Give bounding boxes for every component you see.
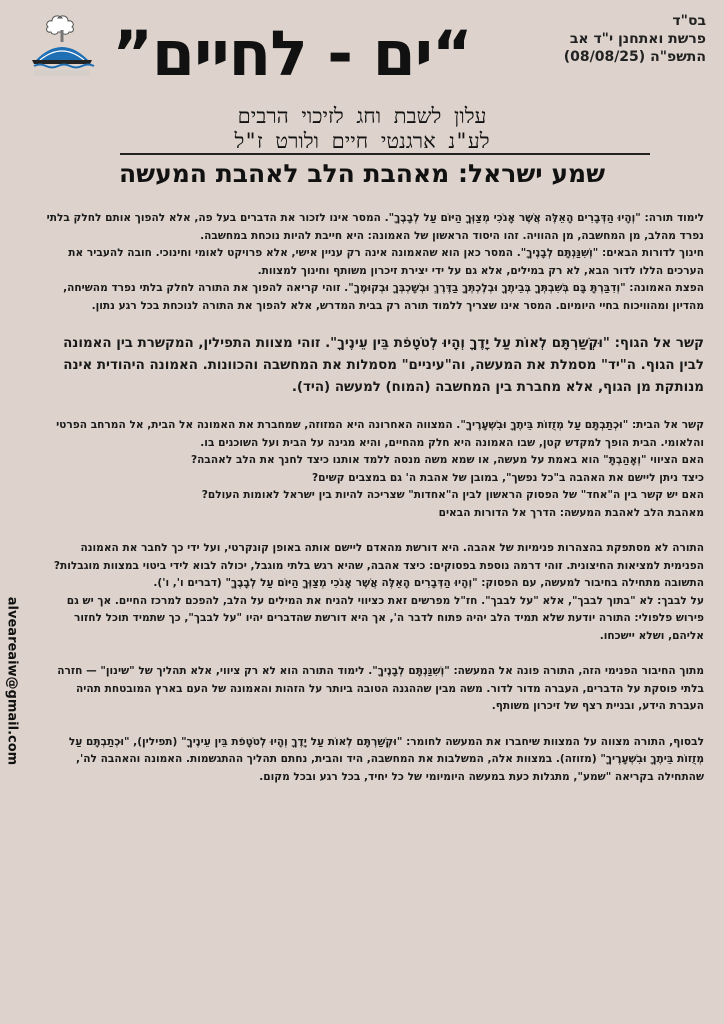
paragraph: על לבבך: לא "בתוך לבבך", אלא "על לבבך". חז"ל מפרשים זאת כציווי להניח את המילים על הלב, להפכם למרכז החיים. אך יש גם פירוש פלפולי: התורה יודעת שלא תמיד הלב יהיה פתוח לדבר ה', אך היא דורשת שהדברים יהיו "על לבבך", כך שתמיד תוכל לחזור אליהם, ושלא יישכחו. [66,594,704,642]
date-block [506,12,706,66]
paragraph: מאהבת הלב לאהבת המעשה: הדרך אל הדורות הבאים [438,506,704,519]
dedication-line: עלון לשבת וחג לזיכוי הרבים [237,104,487,128]
paragraph-gap [40,315,704,333]
paragraph-gap [40,645,704,663]
divider [120,153,650,155]
paragraph: מתוך החיבור הפנימי הזה, התורה פונה אל המעשה: "וְשִׁנַּנְתָּם לְבָנֶיךָ". לימוד התורה הוא לא רק ציווי, אלא תהליך של "שינון" — חזרה בלתי פוסקת על הדברים, העברה מדור לדור. משה מבין שההגנה הטובה ביותר על הזהות והאמונה של העם בארץ המובטחת תהיה העברת הידע, ובניית רצף של זיכרון משותף. [57,665,704,712]
dedication [60,104,664,154]
logo-icon [26,12,98,78]
paragraph: האם הציווי "וְאָהַבְתָּ" הוא באמת על מעשה, או שמא משה מנסה ללמד אותנו כיצד לחנך את הלב לאהבה? [190,454,704,466]
paragraph: לימוד תורה: "וְהָיוּ הַדְּבָרִים הָאֵלֶּה אֲשֶׁר אָנֹכִי מְצַוְּךָ הַיּוֹם עַל לְבָבֶךָ". המסר אינו לזכור את הדברים בעל פה, אלא להפוך אותם לחלק בלתי נפרד מהלב, מן המחשבה, מן ההוויה. זהו היסוד הראשון של האמונה: היא חייבת להיות נוכחת במחשבה. [46,212,704,242]
paragraph: חינוך לדורות הבאים: "וְשִׁנַּנְתָּם לְבָנֶיךָ". המסר כאן הוא שהאמונה אינה רק עניין אישי, אלא פרויקט לאומי וחינוכי. חובה להעביר את הערכים הללו לדור הבא, לא רק במילים, אלא גם על ידי יצירת זיכרון משותף וחינוך למצוות. [68,247,704,277]
email-text: alveareaiw@gmail.com [4,596,20,766]
paragraph: כיצד ניתן ליישם את האהבה ב"כל נפשך", במובן של אהבת ה' גם במצבים קשים? [312,471,704,484]
sidebar-email [4,588,20,774]
article-title: שמע ישראל: מאהבת הלב לאהבת המעשה [118,159,606,188]
dedication-line: לע"נ ארגנטי חיים ולורט ז"ל [234,129,490,153]
date-line: פרשת ואתחנן י"ד אב [569,31,706,47]
paragraph: לבסוף, התורה מצווה על המצוות שיחברו את המעשה לחומר: "וּקְשַׁרְתָּם לְאוֹת עַל יָדֶךָ וְהָיוּ לְטֹטָפֹת בֵּין עֵינֶיךָ" (תפילין), "וּכְתַבְתָּם עַל מְזֻזוֹת בֵּיתֶךָ וּבִשְׁעָרֶיךָ" (מזוזה). במצוות אלה, המשלבות את המחשבה, היד והבית, נחתם תהליך ההתגשמות. האמונה והאהבה לה', שהתחילה בקריאה "שמע", מתגלות כעת במעשה היומיומי של כל יחיד, בכל רגע ובכל מקום. [68,735,704,783]
paragraph-gap [40,716,704,734]
paragraph: התשובה מתחילה בחיבור למעשה, עם הפסוק: "וְהָיוּ הַדְּבָרִים הָאֵלֶּה אֲשֶׁר אָנֹכִי מְצַוְּךָ הַיּוֹם עַל לְבָבֶךָ" (דברים ו', ו'). [153,577,704,589]
paragraph: קשר אל הבית: "וּכְתַבְתָּם עַל מְזֻזוֹת בֵּיתֶךָ וּבִשְׁעָרֶיךָ". המצווה האחרונה היא המזוזה, שמחברת את האמונה אל הבית, אל המרחב הפרטי והלאומי. הבית הופך למקדש קטן, שבו האמונה היא חלק מהחיים, והיא מגינה על הבית ועל השוכנים בו. [56,419,704,449]
paragraph: התורה לא מסתפקת בהצהרות פנימיות של אהבה. היא דורשת מהאדם ליישם אותה באופן קונקרטי, ועל ידי כך לחבר את האמונה הפנימית למציאות החיצונית. זוהי דרמה נוספת בפסוקים: כיצד אהבה, שהיא רגש בלתי מוגבל, יכולה לבוא לידי ביטוי במצוות מוגבלות? [53,542,704,572]
paragraph-gap [40,522,704,540]
newsletter-title: “ים - לחיים” [112,17,472,90]
paragraph: הפצת האמונה: "וְדִבַּרְתָּ בָּם בְּשִׁבְתְּךָ בְּבֵיתֶךָ וּבְלֶכְתְּךָ בַדֶּרֶךְ וּבְשָׁכְבְּךָ וּבְקוּמֶךָ". זוהי קריאה להפוך את התורה לחלק בלתי נפרד מהשיחה, מהדיון ומהוויכוח בחיי היומיום. המסר אינו שצריך ללמוד תורה רק בבית המדרש, אלא להפוך את התורה לנוכחת בכל רגע נתון. [63,282,704,312]
date-line: בס"ד [672,13,706,29]
paragraph-gap [40,399,704,417]
paragraph: האם יש קשר בין ה"אחד" של הפסוק הראשון לבין ה"אחדות" שצריכה להיות בין ישראל לאומות העולם? [201,489,704,501]
paragraph: קשר אל הגוף: "וּקְשַׁרְתָּם לְאוֹת עַל יָדֶךָ וְהָיוּ לְטֹטָפֹת בֵּין עֵינֶיךָ". זוהי מצוות התפילין, המקשרת בין האמונה לבין הגוף. ה"יד" מסמלת את המעשה, וה"עיניים" מסמלות את המחשבה והכוונות. האמונה היהודית אינה מנותקת מן הגוף, אלא מחברת בין המחשבה (המוח) למעשה (היד). [63,336,704,395]
date-line: התשפ"ה (08/08/25) [563,49,706,65]
header [0,0,724,100]
article-body [40,210,704,786]
